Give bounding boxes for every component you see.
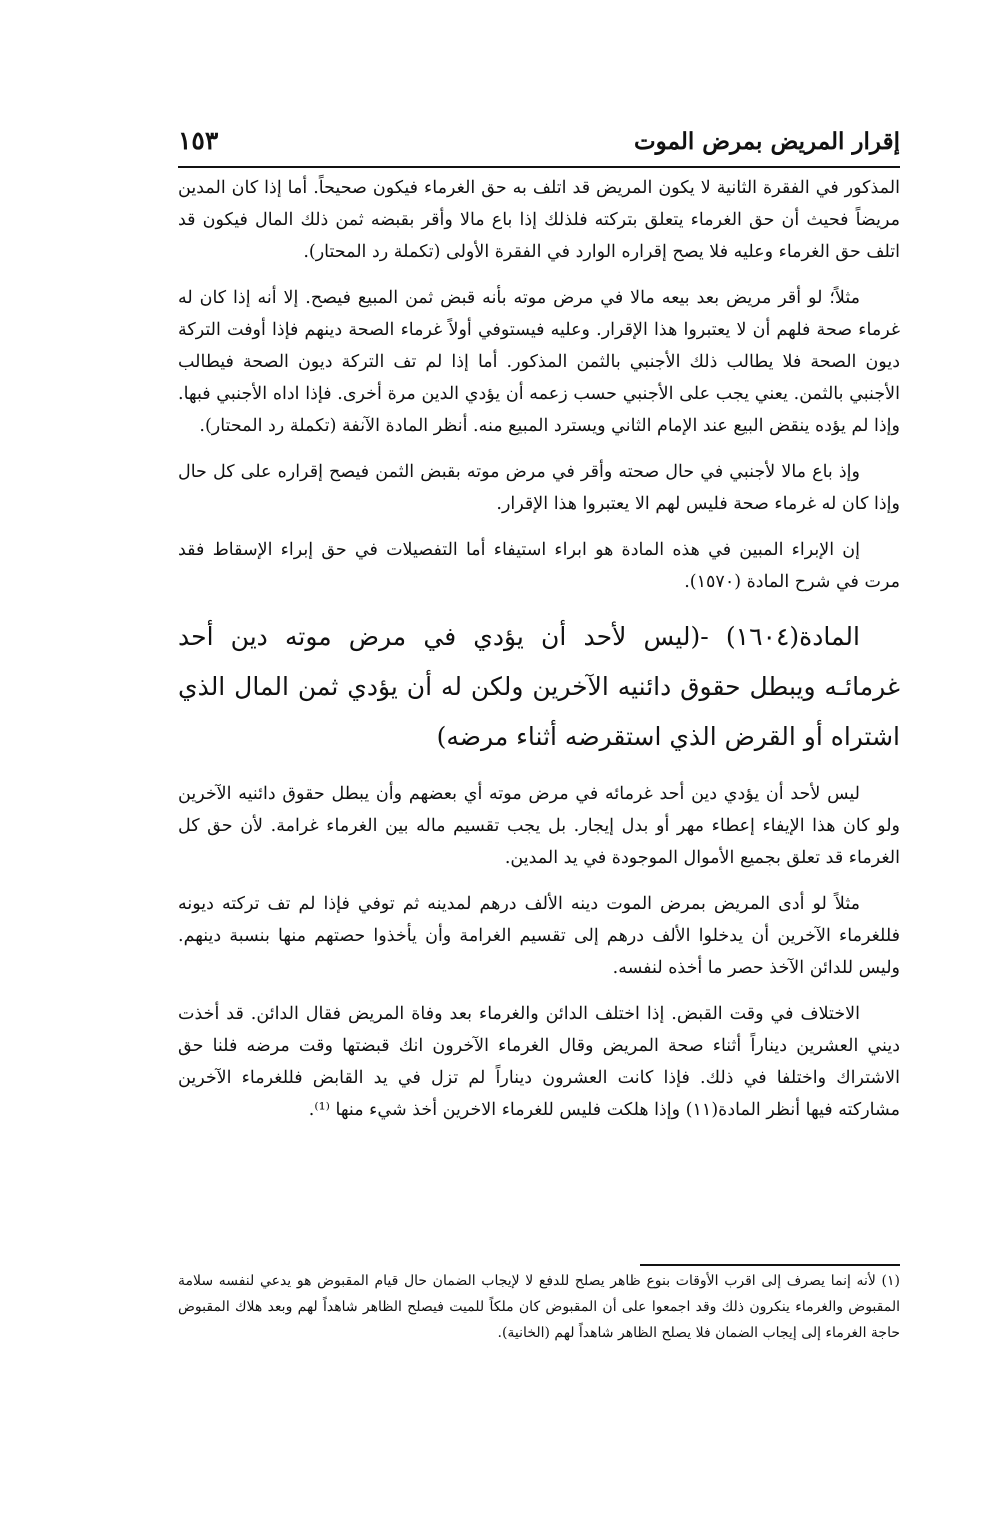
page-header — [178, 120, 900, 170]
paragraph: وإذ باع مالا لأجنبي في حال صحته وأقر في مرض موته بقبض الثمن فيصح إقراره على كل حال وإذا كان له غرماء صحة فليس لهم الا يعتبروا هذا الإقرار. — [178, 462, 900, 514]
article-heading: المادة(١٦٠٤) -(ليس لأحد أن يؤدي في مرض موته دين أحد غرمائـه ويبطل حقوق دائنيه الآخرين ولكن له أن يؤدي ثمن المال الذي اشتراه أو القرض الذي استقرضه أثناء مرضه) — [178, 622, 900, 751]
paragraph: إن الإبراء المبين في هذه المادة هو ابراء استيفاء أما التفصيلات في حق إبراء الإسقاط فقد مرت في شرح المادة (١٥٧٠). — [178, 540, 900, 592]
header-rule — [178, 166, 900, 168]
running-title: إقرار المريض بمرض الموت — [634, 128, 900, 155]
main-text — [178, 172, 900, 1140]
footnote-rule — [640, 1264, 900, 1266]
paragraph: ليس لأحد أن يؤدي دين أحد غرمائه في مرض موته أي بعضهم وأن يبطل حقوق دائنيه الآخرين ولو كان هذا الإيفاء إعطاء مهر أو بدل إيجار. بل يجب تقسيم ماله بين الغرماء غرامة. لأن حق كل الغرماء قد تعلق بجميع الأموال الموجودة في يد المدين. — [178, 784, 900, 868]
paragraph: الاختلاف في وقت القبض. إذا اختلف الدائن والغرماء بعد وفاة المريض فقال الدائن. قد أخذت ديني العشرين ديناراً أثناء صحة المريض وقال الغرماء الآخرون انك قبضتها وقت مرضه فلنا حق الاشتراك واختلفا في ذلك. فإذا كانت العشرون ديناراً لم تزل في يد القابض فللغرماء الآخرين مشاركته فيها أنظر المادة(١١) وإذا هلكت فليس للغرماء الاخرين أخذ شيء منها ⁽¹⁾. — [178, 1004, 900, 1120]
footnote: (١) لأنه إنما يصرف إلى اقرب الأوقات بنوع ظاهر يصلح للدفع لا لإيجاب الضمان حال قيام المقبوض هو يدعي لنفسه سلامة المقبوض والغرماء ينكرون ذلك وقد اجمعوا على أن المقبوض كان ملكاً للميت فيصلح الظاهر شاهداً لهم وبعد هلاك المقبوض حاجة الغرماء إلى إيجاب الضمان فلا يصلح الظاهر شاهداً لهم (الخانية). — [178, 1273, 900, 1341]
paragraph: مثلاً؛ لو أقر مريض بعد بيعه مالا في مرض موته بأنه قبض ثمن المبيع فيصح. إلا أنه إذا كان له غرماء صحة فلهم أن لا يعتبروا هذا الإقرار. وعليه فيستوفي أولاً غرماء الصحة دينهم فإذا أوفت التركة ديون الصحة فلا يطالب ذلك الأجنبي بالثمن المذكور. أما إذا لم تف التركة ديون الصحة فيطالب الأجنبي بالثمن. يعني يجب على الأجنبي حسب زعمه أن يؤدي الدين مرة أخرى. فإذا اداه الأجنبي فبها. وإذا لم يؤده ينقض البيع عند الإمام الثاني ويسترد المبيع منه. أنظر المادة الآنفة (تكملة رد المحتار). — [178, 288, 900, 436]
paragraph: مثلاً لو أدى المريض بمرض الموت دينه الألف درهم لمدينه ثم توفي فإذا لم تف تركته ديونه فللغرماء الآخرين أن يدخلوا الألف درهم إلى تقسيم الغرامة وأن يأخذوا حصتهم منها بنسبة دينهم. وليس للدائن الآخذ حصر ما أخذه لنفسه. — [178, 894, 900, 978]
paragraph: المذكور في الفقرة الثانية لا يكون المريض قد اتلف به حق الغرماء فيكون صحيحاً. أما إذا كان المدين مريضاً فحيث أن حق الغرماء يتعلق بتركته فلذلك إذا باع مالا وأقر بقبضه ثمن ذلك المال فيكون قد اتلف حق الغرماء وعليه فلا يصح إقراره الوارد في الفقرة الأولى (تكملة رد المحتار). — [178, 178, 900, 262]
page-number: ١٥٣ — [178, 126, 219, 155]
